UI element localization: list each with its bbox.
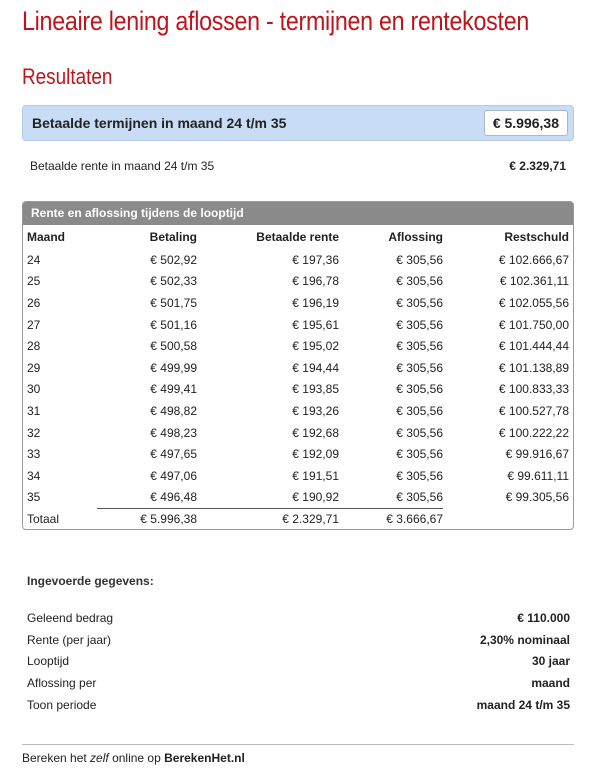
input-summary-row — [27, 607, 570, 629]
cell-maand: 28 — [27, 339, 41, 354]
table-row — [23, 400, 573, 422]
footer-brand-link[interactable]: BerekenHet.nl — [164, 751, 245, 765]
total-cell-betaalde-rente: € 2.329,71 — [197, 508, 339, 530]
cell-restschuld: € 100.833,33 — [498, 382, 569, 397]
input-summary-value: € 110.000 — [517, 610, 570, 625]
cell-betaling: € 498,82 — [150, 403, 197, 418]
footer-divider — [22, 744, 574, 745]
input-summary-row — [27, 694, 570, 716]
cell-betaling: € 502,92 — [150, 252, 197, 267]
cell-betaalde-rente: € 195,61 — [292, 317, 339, 332]
table-total-row — [23, 508, 573, 530]
cell-aflossing: € 305,56 — [396, 295, 443, 310]
input-summary-row — [27, 629, 570, 651]
result-highlight-label: Betaalde termijnen in maand 24 t/m 35 — [32, 115, 287, 131]
cell-maand: 24 — [27, 252, 41, 267]
cell-maand: 34 — [27, 468, 41, 483]
cell-maand: 32 — [27, 425, 41, 440]
input-summary-label: Toon periode — [27, 698, 97, 713]
table-row — [23, 249, 573, 271]
input-summary-value: maand — [531, 676, 570, 691]
cell-betaling: € 498,23 — [150, 425, 197, 440]
table-row — [23, 422, 573, 444]
cell-betaalde-rente: € 194,44 — [292, 360, 339, 375]
cell-aflossing: € 305,56 — [396, 468, 443, 483]
schedule-table — [23, 225, 573, 530]
table-row — [23, 465, 573, 487]
cell-aflossing: € 305,56 — [396, 490, 443, 505]
cell-aflossing: € 305,56 — [396, 274, 443, 289]
cell-restschuld: € 99.611,11 — [507, 468, 569, 483]
table-row — [23, 443, 573, 465]
cell-betaling: € 501,75 — [150, 295, 197, 310]
table-row — [23, 379, 573, 401]
schedule-table-body — [23, 249, 573, 530]
col-header-aflossing: Aflossing — [388, 230, 443, 244]
cell-maand: 33 — [27, 447, 41, 462]
cell-betaalde-rente: € 196,78 — [292, 274, 339, 289]
cell-maand: 30 — [27, 382, 41, 397]
cell-maand: 27 — [27, 317, 41, 332]
col-header-maand: Maand — [27, 230, 66, 244]
cell-betaling: € 497,65 — [150, 447, 197, 462]
input-summary-label: Rente (per jaar) — [27, 632, 112, 647]
table-row — [23, 292, 573, 314]
total-cell-betaling: € 5.996,38 — [97, 508, 197, 530]
input-summary-label: Geleend bedrag — [27, 610, 114, 625]
table-row — [23, 357, 573, 379]
cell-betaling: € 497,06 — [150, 468, 197, 483]
cell-aflossing: € 305,56 — [396, 447, 443, 462]
col-header-betaling: Betaling — [149, 230, 197, 244]
cell-betaalde-rente: € 192,09 — [292, 447, 339, 462]
cell-aflossing: € 305,56 — [396, 382, 443, 397]
result-highlight — [22, 105, 574, 141]
cell-betaling: € 500,58 — [150, 339, 197, 354]
table-row — [23, 487, 573, 509]
cell-betaling: € 501,16 — [150, 317, 197, 332]
total-cell-restschuld — [443, 508, 573, 530]
input-summary-label: Aflossing per — [27, 676, 97, 691]
cell-betaling: € 496,48 — [150, 490, 197, 505]
input-summary-row — [27, 651, 570, 673]
cell-aflossing: € 305,56 — [396, 403, 443, 418]
input-summary-value: 30 jaar — [531, 654, 570, 669]
footer-emphasis: zelf — [90, 751, 109, 765]
cell-maand: 25 — [27, 274, 41, 289]
paid-interest-label: Betaalde rente in maand 24 t/m 35 — [30, 159, 215, 173]
result-highlight-value: € 5.996,38 — [484, 110, 568, 136]
footer — [22, 751, 245, 765]
cell-maand: 31 — [27, 403, 41, 418]
col-header-restschuld: Restschuld — [504, 230, 569, 244]
col-header-betaalde-rente: Betaalde rente — [256, 230, 339, 244]
cell-maand: 26 — [27, 295, 41, 310]
cell-betaling: € 502,33 — [150, 274, 197, 289]
cell-betaling: € 499,41 — [150, 382, 197, 397]
cell-betaalde-rente: € 190,92 — [292, 490, 339, 505]
cell-restschuld: € 101.444,44 — [498, 339, 569, 354]
paid-interest-row — [30, 159, 566, 173]
cell-maand: 29 — [27, 360, 41, 375]
cell-restschuld: € 99.305,56 — [505, 490, 569, 505]
cell-restschuld: € 101.750,00 — [498, 317, 569, 332]
input-summary-label: Looptijd — [27, 654, 70, 669]
cell-betaalde-rente: € 195,02 — [292, 339, 339, 354]
input-summary-value: 2,30% nominaal — [479, 632, 570, 647]
input-summary-value: maand 24 t/m 35 — [476, 698, 570, 713]
footer-prefix: Bereken het — [22, 751, 91, 765]
schedule-table-title: Rente en aflossing tijdens de looptijd — [23, 202, 573, 225]
cell-restschuld: € 102.666,67 — [498, 252, 569, 267]
table-header-row — [23, 225, 573, 249]
input-summary-title: Ingevoerde gegevens: — [27, 574, 154, 588]
cell-aflossing: € 305,56 — [396, 252, 443, 267]
cell-betaalde-rente: € 193,85 — [292, 382, 339, 397]
footer-middle: online op — [108, 751, 165, 765]
cell-restschuld: € 102.055,56 — [498, 295, 569, 310]
input-summary-list — [27, 607, 570, 716]
table-row — [23, 335, 573, 357]
cell-aflossing: € 305,56 — [396, 339, 443, 354]
cell-restschuld: € 102.361,11 — [499, 274, 569, 289]
cell-restschuld: € 99.916,67 — [505, 447, 569, 462]
cell-betaalde-rente: € 197,36 — [292, 252, 339, 267]
cell-betaalde-rente: € 192,68 — [292, 425, 339, 440]
cell-aflossing: € 305,56 — [396, 425, 443, 440]
cell-betaalde-rente: € 196,19 — [292, 295, 339, 310]
section-title: Resultaten — [22, 64, 113, 89]
cell-maand: 35 — [27, 490, 41, 505]
schedule-table-panel — [22, 201, 574, 530]
table-row — [23, 314, 573, 336]
cell-aflossing: € 305,56 — [396, 360, 443, 375]
page-title: Lineaire lening aflossen - termijnen en rentekosten — [22, 6, 530, 36]
paid-interest-value: € 2.329,71 — [509, 159, 566, 173]
cell-betaalde-rente: € 193,26 — [292, 403, 339, 418]
cell-restschuld: € 100.527,78 — [498, 403, 569, 418]
table-row — [23, 271, 573, 293]
cell-betaling: € 499,99 — [150, 360, 197, 375]
cell-betaalde-rente: € 191,51 — [292, 468, 339, 483]
cell-aflossing: € 305,56 — [396, 317, 443, 332]
total-cell-maand: Totaal — [27, 511, 60, 526]
cell-restschuld: € 100.222,22 — [498, 425, 569, 440]
input-summary-row — [27, 672, 570, 694]
total-cell-aflossing: € 3.666,67 — [339, 508, 443, 530]
cell-restschuld: € 101.138,89 — [498, 360, 569, 375]
